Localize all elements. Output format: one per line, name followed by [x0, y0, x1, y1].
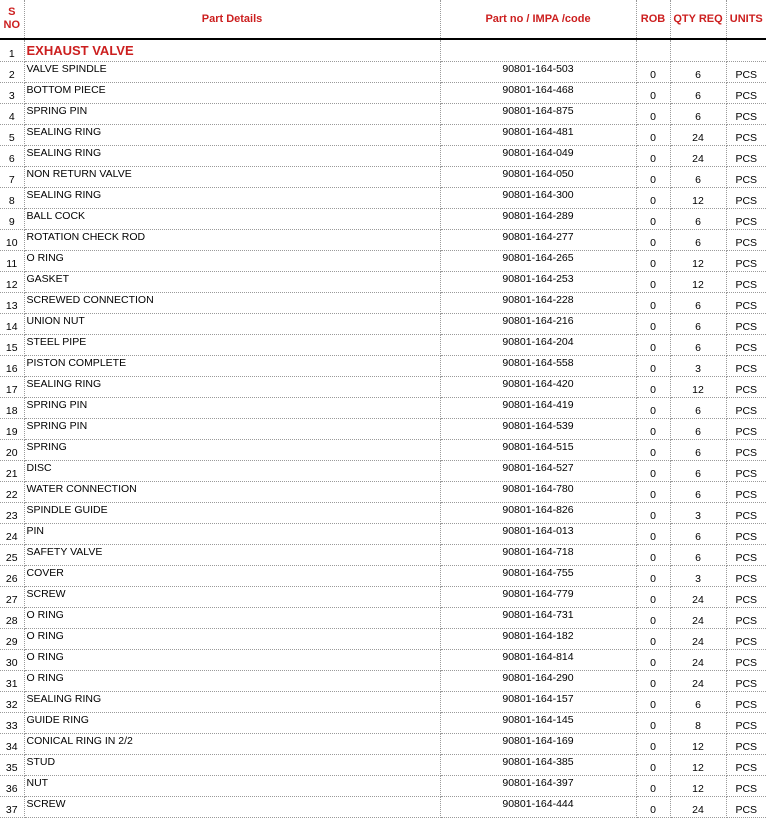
- row-unit: PCS: [726, 335, 766, 356]
- row-rob: 0: [636, 167, 670, 188]
- row-sno: 24: [0, 524, 24, 545]
- row-part-number: 90801-164-182: [440, 629, 636, 650]
- row-part-number: 90801-164-385: [440, 755, 636, 776]
- row-rob: 0: [636, 62, 670, 83]
- row-unit: PCS: [726, 377, 766, 398]
- row-part-name: SEALING RING: [24, 125, 440, 146]
- row-sno: 33: [0, 713, 24, 734]
- row-sno: 27: [0, 587, 24, 608]
- table-row: [0, 776, 766, 797]
- row-rob: 0: [636, 125, 670, 146]
- row-sno: 34: [0, 734, 24, 755]
- header-row: [0, 0, 766, 39]
- row-sno: 16: [0, 356, 24, 377]
- row-sno: 32: [0, 692, 24, 713]
- row-sno: 37: [0, 797, 24, 818]
- table-row: [0, 398, 766, 419]
- row-part-number: 90801-164-718: [440, 545, 636, 566]
- row-sno: 17: [0, 377, 24, 398]
- row-qty-req: 6: [670, 104, 726, 125]
- row-part-name: CONICAL RING IN 2/2: [24, 734, 440, 755]
- row-rob: 0: [636, 356, 670, 377]
- header-qty-req: QTY REQ: [670, 0, 726, 39]
- row-rob: 0: [636, 629, 670, 650]
- row-part-number: 90801-164-169: [440, 734, 636, 755]
- row-unit: PCS: [726, 104, 766, 125]
- section-sno: 1: [0, 39, 24, 62]
- row-rob: 0: [636, 776, 670, 797]
- row-unit: PCS: [726, 524, 766, 545]
- row-part-number: 90801-164-515: [440, 440, 636, 461]
- row-part-number: 90801-164-228: [440, 293, 636, 314]
- row-part-number: 90801-164-558: [440, 356, 636, 377]
- row-unit: PCS: [726, 608, 766, 629]
- row-sno: 35: [0, 755, 24, 776]
- row-rob: 0: [636, 482, 670, 503]
- row-unit: PCS: [726, 209, 766, 230]
- row-qty-req: 12: [670, 377, 726, 398]
- table-row: [0, 251, 766, 272]
- table-row: [0, 587, 766, 608]
- row-part-number: 90801-164-216: [440, 314, 636, 335]
- row-qty-req: 24: [670, 587, 726, 608]
- row-part-number: 90801-164-826: [440, 503, 636, 524]
- row-qty-req: 6: [670, 230, 726, 251]
- header-part-no: Part no / IMPA /code: [440, 0, 636, 39]
- row-unit: PCS: [726, 167, 766, 188]
- row-part-number: 90801-164-503: [440, 62, 636, 83]
- row-rob: 0: [636, 314, 670, 335]
- row-rob: 0: [636, 692, 670, 713]
- row-unit: PCS: [726, 125, 766, 146]
- table-row: [0, 146, 766, 167]
- table-row: [0, 419, 766, 440]
- table-row: [0, 503, 766, 524]
- row-unit: PCS: [726, 272, 766, 293]
- row-part-name: SPRING PIN: [24, 398, 440, 419]
- row-rob: 0: [636, 587, 670, 608]
- row-qty-req: 3: [670, 503, 726, 524]
- row-part-name: SEALING RING: [24, 692, 440, 713]
- table-row: [0, 566, 766, 587]
- row-part-name: SCREWED CONNECTION: [24, 293, 440, 314]
- row-qty-req: 6: [670, 461, 726, 482]
- row-qty-req: 24: [670, 671, 726, 692]
- section-title: EXHAUST VALVE: [24, 39, 440, 62]
- row-part-name: ROTATION CHECK ROD: [24, 230, 440, 251]
- row-part-number: 90801-164-779: [440, 587, 636, 608]
- row-part-number: 90801-164-290: [440, 671, 636, 692]
- table-row: [0, 335, 766, 356]
- row-qty-req: 6: [670, 314, 726, 335]
- row-unit: PCS: [726, 503, 766, 524]
- row-sno: 26: [0, 566, 24, 587]
- row-rob: 0: [636, 209, 670, 230]
- table-row: [0, 692, 766, 713]
- table-row: [0, 608, 766, 629]
- row-qty-req: 24: [670, 146, 726, 167]
- row-part-number: 90801-164-814: [440, 650, 636, 671]
- row-part-number: 90801-164-419: [440, 398, 636, 419]
- row-sno: 14: [0, 314, 24, 335]
- row-unit: PCS: [726, 251, 766, 272]
- row-part-name: DISC: [24, 461, 440, 482]
- row-qty-req: 6: [670, 419, 726, 440]
- row-qty-req: 6: [670, 62, 726, 83]
- row-part-number: 90801-164-527: [440, 461, 636, 482]
- row-sno: 6: [0, 146, 24, 167]
- table-row: [0, 461, 766, 482]
- row-part-number: 90801-164-300: [440, 188, 636, 209]
- row-qty-req: 12: [670, 272, 726, 293]
- table-row: [0, 797, 766, 818]
- table-row: [0, 209, 766, 230]
- row-qty-req: 6: [670, 335, 726, 356]
- row-part-number: 90801-164-289: [440, 209, 636, 230]
- table-row: [0, 629, 766, 650]
- row-rob: 0: [636, 440, 670, 461]
- row-unit: PCS: [726, 587, 766, 608]
- row-unit: PCS: [726, 650, 766, 671]
- row-qty-req: 6: [670, 440, 726, 461]
- row-part-name: PIN: [24, 524, 440, 545]
- row-rob: 0: [636, 188, 670, 209]
- row-unit: PCS: [726, 755, 766, 776]
- row-qty-req: 12: [670, 188, 726, 209]
- row-unit: PCS: [726, 776, 766, 797]
- row-part-number: 90801-164-265: [440, 251, 636, 272]
- row-unit: PCS: [726, 692, 766, 713]
- row-unit: PCS: [726, 293, 766, 314]
- row-qty-req: 24: [670, 608, 726, 629]
- row-sno: 23: [0, 503, 24, 524]
- row-sno: 28: [0, 608, 24, 629]
- row-rob: 0: [636, 230, 670, 251]
- row-part-number: 90801-164-397: [440, 776, 636, 797]
- row-qty-req: 24: [670, 797, 726, 818]
- row-rob: 0: [636, 419, 670, 440]
- row-rob: 0: [636, 713, 670, 734]
- row-qty-req: 6: [670, 545, 726, 566]
- row-sno: 3: [0, 83, 24, 104]
- empty-cell: [440, 39, 636, 62]
- row-sno: 4: [0, 104, 24, 125]
- header-part-details: Part Details: [24, 0, 440, 39]
- section-row: [0, 39, 766, 62]
- row-sno: 18: [0, 398, 24, 419]
- row-qty-req: 8: [670, 713, 726, 734]
- row-sno: 2: [0, 62, 24, 83]
- row-part-name: STEEL PIPE: [24, 335, 440, 356]
- row-qty-req: 6: [670, 83, 726, 104]
- row-part-name: PISTON COMPLETE: [24, 356, 440, 377]
- empty-cell: [636, 39, 670, 62]
- table-row: [0, 545, 766, 566]
- row-sno: 5: [0, 125, 24, 146]
- table-row: [0, 356, 766, 377]
- row-rob: 0: [636, 608, 670, 629]
- row-unit: PCS: [726, 566, 766, 587]
- row-part-name: VALVE SPINDLE: [24, 62, 440, 83]
- empty-cell: [670, 39, 726, 62]
- row-part-name: UNION NUT: [24, 314, 440, 335]
- row-unit: PCS: [726, 188, 766, 209]
- row-sno: 19: [0, 419, 24, 440]
- row-part-name: WATER CONNECTION: [24, 482, 440, 503]
- row-part-name: NON RETURN VALVE: [24, 167, 440, 188]
- empty-cell: [726, 39, 766, 62]
- row-part-number: 90801-164-444: [440, 797, 636, 818]
- row-qty-req: 6: [670, 209, 726, 230]
- row-sno: 7: [0, 167, 24, 188]
- row-rob: 0: [636, 797, 670, 818]
- row-qty-req: 12: [670, 755, 726, 776]
- row-rob: 0: [636, 251, 670, 272]
- row-sno: 25: [0, 545, 24, 566]
- table-row: [0, 83, 766, 104]
- row-qty-req: 3: [670, 566, 726, 587]
- row-unit: PCS: [726, 83, 766, 104]
- row-part-name: SPRING PIN: [24, 419, 440, 440]
- row-unit: PCS: [726, 419, 766, 440]
- row-part-number: 90801-164-050: [440, 167, 636, 188]
- row-qty-req: 12: [670, 776, 726, 797]
- row-part-name: STUD: [24, 755, 440, 776]
- row-qty-req: 3: [670, 356, 726, 377]
- row-qty-req: 24: [670, 125, 726, 146]
- row-part-number: 90801-164-755: [440, 566, 636, 587]
- row-part-name: O RING: [24, 629, 440, 650]
- row-rob: 0: [636, 398, 670, 419]
- row-part-number: 90801-164-468: [440, 83, 636, 104]
- row-sno: 20: [0, 440, 24, 461]
- row-sno: 8: [0, 188, 24, 209]
- row-part-name: O RING: [24, 251, 440, 272]
- row-part-name: O RING: [24, 671, 440, 692]
- table-row: [0, 524, 766, 545]
- table-row: [0, 188, 766, 209]
- row-part-number: 90801-164-875: [440, 104, 636, 125]
- row-unit: PCS: [726, 713, 766, 734]
- row-qty-req: 6: [670, 293, 726, 314]
- row-unit: PCS: [726, 734, 766, 755]
- table-row: [0, 734, 766, 755]
- table-row: [0, 440, 766, 461]
- row-qty-req: 12: [670, 734, 726, 755]
- row-part-number: 90801-164-145: [440, 713, 636, 734]
- row-qty-req: 6: [670, 167, 726, 188]
- row-unit: PCS: [726, 797, 766, 818]
- row-unit: PCS: [726, 230, 766, 251]
- row-rob: 0: [636, 104, 670, 125]
- row-part-name: SEALING RING: [24, 377, 440, 398]
- row-part-number: 90801-164-049: [440, 146, 636, 167]
- row-sno: 12: [0, 272, 24, 293]
- table-row: [0, 713, 766, 734]
- row-unit: PCS: [726, 440, 766, 461]
- row-rob: 0: [636, 293, 670, 314]
- row-sno: 31: [0, 671, 24, 692]
- row-part-name: SAFETY VALVE: [24, 545, 440, 566]
- row-qty-req: 12: [670, 251, 726, 272]
- row-unit: PCS: [726, 671, 766, 692]
- row-sno: 22: [0, 482, 24, 503]
- table-row: [0, 377, 766, 398]
- row-qty-req: 6: [670, 398, 726, 419]
- row-part-name: SPINDLE GUIDE: [24, 503, 440, 524]
- row-part-number: 90801-164-731: [440, 608, 636, 629]
- row-qty-req: 6: [670, 524, 726, 545]
- table-row: [0, 671, 766, 692]
- row-part-number: 90801-164-013: [440, 524, 636, 545]
- row-unit: PCS: [726, 314, 766, 335]
- row-part-name: SPRING: [24, 440, 440, 461]
- row-rob: 0: [636, 755, 670, 776]
- table-row: [0, 650, 766, 671]
- row-part-number: 90801-164-157: [440, 692, 636, 713]
- table-row: [0, 272, 766, 293]
- row-part-name: SEALING RING: [24, 188, 440, 209]
- row-rob: 0: [636, 377, 670, 398]
- table-row: [0, 755, 766, 776]
- row-sno: 13: [0, 293, 24, 314]
- row-part-name: NUT: [24, 776, 440, 797]
- row-rob: 0: [636, 566, 670, 587]
- row-unit: PCS: [726, 482, 766, 503]
- row-rob: 0: [636, 461, 670, 482]
- row-part-name: SCREW: [24, 587, 440, 608]
- row-unit: PCS: [726, 629, 766, 650]
- row-unit: PCS: [726, 62, 766, 83]
- row-part-number: 90801-164-204: [440, 335, 636, 356]
- row-qty-req: 6: [670, 692, 726, 713]
- table-row: [0, 293, 766, 314]
- row-part-name: O RING: [24, 608, 440, 629]
- row-part-number: 90801-164-253: [440, 272, 636, 293]
- row-part-name: SCREW: [24, 797, 440, 818]
- table-row: [0, 230, 766, 251]
- row-unit: PCS: [726, 398, 766, 419]
- row-part-name: O RING: [24, 650, 440, 671]
- table-row: [0, 314, 766, 335]
- table-row: [0, 62, 766, 83]
- row-part-name: GASKET: [24, 272, 440, 293]
- row-sno: 21: [0, 461, 24, 482]
- row-part-number: 90801-164-277: [440, 230, 636, 251]
- row-rob: 0: [636, 650, 670, 671]
- row-unit: PCS: [726, 146, 766, 167]
- row-rob: 0: [636, 503, 670, 524]
- row-sno: 15: [0, 335, 24, 356]
- row-qty-req: 6: [670, 482, 726, 503]
- row-sno: 10: [0, 230, 24, 251]
- row-sno: 36: [0, 776, 24, 797]
- header-units: UNITS: [726, 0, 766, 39]
- row-unit: PCS: [726, 461, 766, 482]
- row-part-number: 90801-164-481: [440, 125, 636, 146]
- row-rob: 0: [636, 524, 670, 545]
- row-rob: 0: [636, 545, 670, 566]
- row-unit: PCS: [726, 545, 766, 566]
- row-part-number: 90801-164-780: [440, 482, 636, 503]
- row-part-name: BOTTOM PIECE: [24, 83, 440, 104]
- row-qty-req: 24: [670, 650, 726, 671]
- table-row: [0, 482, 766, 503]
- row-sno: 11: [0, 251, 24, 272]
- row-unit: PCS: [726, 356, 766, 377]
- row-rob: 0: [636, 146, 670, 167]
- header-rob: ROB: [636, 0, 670, 39]
- table-row: [0, 125, 766, 146]
- table-row: [0, 167, 766, 188]
- row-rob: 0: [636, 272, 670, 293]
- row-rob: 0: [636, 83, 670, 104]
- row-sno: 9: [0, 209, 24, 230]
- row-part-name: COVER: [24, 566, 440, 587]
- row-qty-req: 24: [670, 629, 726, 650]
- row-rob: 0: [636, 335, 670, 356]
- table-row: [0, 104, 766, 125]
- row-part-name: SEALING RING: [24, 146, 440, 167]
- row-sno: 30: [0, 650, 24, 671]
- row-part-name: SPRING PIN: [24, 104, 440, 125]
- row-sno: 29: [0, 629, 24, 650]
- row-rob: 0: [636, 734, 670, 755]
- row-rob: 0: [636, 671, 670, 692]
- row-part-number: 90801-164-420: [440, 377, 636, 398]
- row-part-name: GUIDE RING: [24, 713, 440, 734]
- row-part-name: BALL COCK: [24, 209, 440, 230]
- row-part-number: 90801-164-539: [440, 419, 636, 440]
- header-sno: S NO: [0, 0, 24, 39]
